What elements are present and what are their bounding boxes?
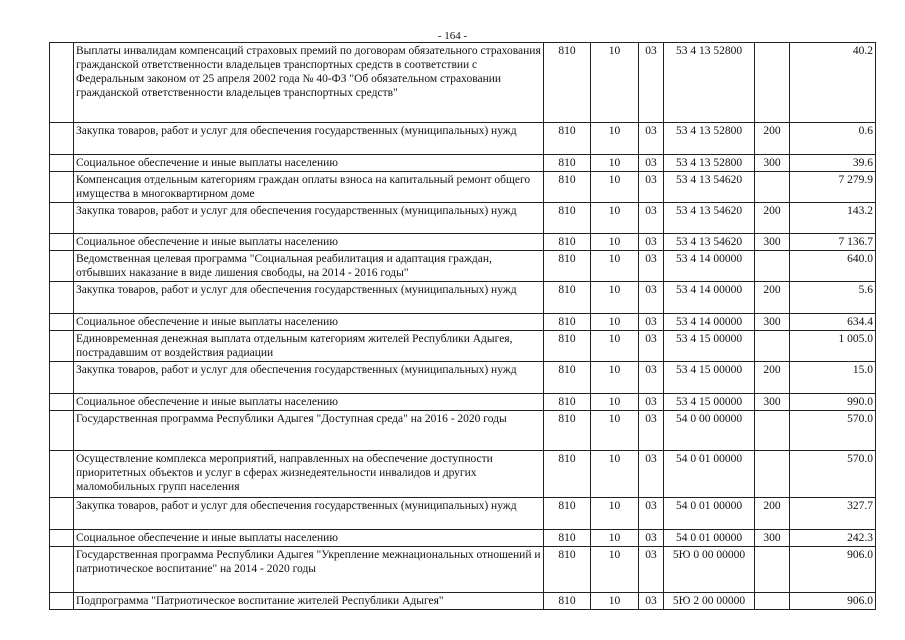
item-name-cell: Государственная программа Республики Адыгея "Доступная среда" на 2016 - 2020 годы [74, 411, 544, 451]
subsection-code-cell: 03 [639, 593, 664, 610]
ministry-code-cell: 810 [544, 314, 591, 331]
item-name-cell: Закупка товаров, работ и услуг для обеспечения государственных (муниципальных) нужд [74, 498, 544, 530]
section-code-cell: 10 [591, 331, 639, 362]
subsection-code-cell: 03 [639, 498, 664, 530]
amount-cell: 5.6 [790, 282, 876, 314]
row-margin-cell [50, 314, 74, 331]
row-margin-cell [50, 411, 74, 451]
table-row [50, 547, 876, 593]
target-article-cell: 5Ю 0 00 00000 [664, 547, 755, 593]
amount-cell: 327.7 [790, 498, 876, 530]
item-name-cell: Закупка товаров, работ и услуг для обеспечения государственных (муниципальных) нужд [74, 282, 544, 314]
row-margin-cell [50, 593, 74, 610]
table-row [50, 394, 876, 411]
subsection-code-cell: 03 [639, 394, 664, 411]
subsection-code-cell: 03 [639, 331, 664, 362]
amount-cell: 990.0 [790, 394, 876, 411]
target-article-cell: 5Ю 2 00 00000 [664, 593, 755, 610]
row-margin-cell [50, 123, 74, 155]
subsection-code-cell: 03 [639, 282, 664, 314]
target-article-cell: 54 0 01 00000 [664, 498, 755, 530]
section-code-cell: 10 [591, 43, 639, 123]
target-article-cell: 53 4 13 52800 [664, 155, 755, 172]
amount-cell: 242.3 [790, 530, 876, 547]
table-row [50, 411, 876, 451]
subsection-code-cell: 03 [639, 43, 664, 123]
item-name-cell: Государственная программа Республики Адыгея "Укрепление межнациональных отношений и патриотическое воспитание" на 2014 - 2020 годы [74, 547, 544, 593]
subsection-code-cell: 03 [639, 411, 664, 451]
row-margin-cell [50, 251, 74, 282]
amount-cell: 570.0 [790, 451, 876, 498]
table-row [50, 251, 876, 282]
table-row [50, 331, 876, 362]
expense-type-cell: 300 [755, 530, 790, 547]
amount-cell: 640.0 [790, 251, 876, 282]
ministry-code-cell: 810 [544, 547, 591, 593]
section-code-cell: 10 [591, 498, 639, 530]
ministry-code-cell: 810 [544, 172, 591, 203]
amount-cell: 906.0 [790, 593, 876, 610]
ministry-code-cell: 810 [544, 411, 591, 451]
target-article-cell: 53 4 15 00000 [664, 362, 755, 394]
table-row [50, 530, 876, 547]
target-article-cell: 53 4 15 00000 [664, 394, 755, 411]
amount-cell: 906.0 [790, 547, 876, 593]
ministry-code-cell: 810 [544, 451, 591, 498]
expense-type-cell [755, 251, 790, 282]
expense-type-cell [755, 547, 790, 593]
table-row [50, 203, 876, 234]
subsection-code-cell: 03 [639, 123, 664, 155]
table-row [50, 451, 876, 498]
section-code-cell: 10 [591, 234, 639, 251]
expense-type-cell [755, 43, 790, 123]
target-article-cell: 54 0 01 00000 [664, 451, 755, 498]
subsection-code-cell: 03 [639, 251, 664, 282]
table-row [50, 282, 876, 314]
expense-type-cell [755, 172, 790, 203]
row-margin-cell [50, 172, 74, 203]
section-code-cell: 10 [591, 362, 639, 394]
expense-type-cell [755, 451, 790, 498]
expense-type-cell: 300 [755, 394, 790, 411]
amount-cell: 143.2 [790, 203, 876, 234]
target-article-cell: 53 4 13 52800 [664, 123, 755, 155]
table-row [50, 43, 876, 123]
item-name-cell: Закупка товаров, работ и услуг для обеспечения государственных (муниципальных) нужд [74, 362, 544, 394]
table-row [50, 155, 876, 172]
target-article-cell: 54 0 00 00000 [664, 411, 755, 451]
ministry-code-cell: 810 [544, 251, 591, 282]
expense-type-cell: 200 [755, 498, 790, 530]
table-row [50, 234, 876, 251]
table-row [50, 362, 876, 394]
subsection-code-cell: 03 [639, 203, 664, 234]
section-code-cell: 10 [591, 314, 639, 331]
section-code-cell: 10 [591, 451, 639, 498]
amount-cell: 0.6 [790, 123, 876, 155]
ministry-code-cell: 810 [544, 123, 591, 155]
item-name-cell: Закупка товаров, работ и услуг для обеспечения государственных (муниципальных) нужд [74, 203, 544, 234]
expense-type-cell: 200 [755, 203, 790, 234]
section-code-cell: 10 [591, 530, 639, 547]
expense-type-cell: 300 [755, 155, 790, 172]
page-number: - 164 - [437, 30, 468, 42]
ministry-code-cell: 810 [544, 331, 591, 362]
amount-cell: 39.6 [790, 155, 876, 172]
ministry-code-cell: 810 [544, 203, 591, 234]
amount-cell: 15.0 [790, 362, 876, 394]
target-article-cell: 53 4 14 00000 [664, 314, 755, 331]
amount-cell: 634.4 [790, 314, 876, 331]
expense-type-cell: 200 [755, 362, 790, 394]
row-margin-cell [50, 155, 74, 172]
item-name-cell: Подпрограмма "Патриотическое воспитание жителей Республики Адыгея" [74, 593, 544, 610]
item-name-cell: Социальное обеспечение и иные выплаты населению [74, 234, 544, 251]
table-row [50, 498, 876, 530]
target-article-cell: 53 4 13 54620 [664, 234, 755, 251]
row-margin-cell [50, 498, 74, 530]
subsection-code-cell: 03 [639, 547, 664, 593]
target-article-cell: 53 4 14 00000 [664, 251, 755, 282]
amount-cell: 7 279.9 [790, 172, 876, 203]
expense-type-cell: 200 [755, 282, 790, 314]
expense-type-cell: 300 [755, 234, 790, 251]
target-article-cell: 53 4 15 00000 [664, 331, 755, 362]
section-code-cell: 10 [591, 155, 639, 172]
item-name-cell: Ведомственная целевая программа "Социальная реабилитация и адаптация граждан, отбывших наказание в виде лишения свободы, на 2014 - 2016 годы" [74, 251, 544, 282]
ministry-code-cell: 810 [544, 593, 591, 610]
amount-cell: 570.0 [790, 411, 876, 451]
section-code-cell: 10 [591, 282, 639, 314]
row-margin-cell [50, 394, 74, 411]
item-name-cell: Выплаты инвалидам компенсаций страховых премий по договорам обязательного страхования гражданской ответственности владельцев транспортных средств в соответствии с Федеральным законом от 25 апреля 2002 года № 40-ФЗ "Об обязательном страховании гражданской ответственности владельцев транспортных средств" [74, 43, 544, 123]
item-name-cell: Компенсация отдельным категориям граждан оплаты взноса на капитальный ремонт общего имущества в многоквартирном доме [74, 172, 544, 203]
amount-cell: 40.2 [790, 43, 876, 123]
ministry-code-cell: 810 [544, 282, 591, 314]
section-code-cell: 10 [591, 394, 639, 411]
subsection-code-cell: 03 [639, 530, 664, 547]
ministry-code-cell: 810 [544, 155, 591, 172]
item-name-cell: Социальное обеспечение и иные выплаты населению [74, 530, 544, 547]
section-code-cell: 10 [591, 203, 639, 234]
ministry-code-cell: 810 [544, 498, 591, 530]
row-margin-cell [50, 234, 74, 251]
row-margin-cell [50, 43, 74, 123]
target-article-cell: 53 4 13 54620 [664, 203, 755, 234]
expense-type-cell [755, 331, 790, 362]
row-margin-cell [50, 547, 74, 593]
section-code-cell: 10 [591, 172, 639, 203]
target-article-cell: 53 4 14 00000 [664, 282, 755, 314]
section-code-cell: 10 [591, 123, 639, 155]
item-name-cell: Социальное обеспечение и иные выплаты населению [74, 314, 544, 331]
subsection-code-cell: 03 [639, 362, 664, 394]
item-name-cell: Социальное обеспечение и иные выплаты населению [74, 155, 544, 172]
expense-type-cell [755, 593, 790, 610]
row-margin-cell [50, 203, 74, 234]
ministry-code-cell: 810 [544, 394, 591, 411]
ministry-code-cell: 810 [544, 43, 591, 123]
target-article-cell: 53 4 13 52800 [664, 43, 755, 123]
ministry-code-cell: 810 [544, 234, 591, 251]
subsection-code-cell: 03 [639, 234, 664, 251]
table-row [50, 314, 876, 331]
row-margin-cell [50, 362, 74, 394]
row-margin-cell [50, 451, 74, 498]
ministry-code-cell: 810 [544, 362, 591, 394]
expense-type-cell: 300 [755, 314, 790, 331]
section-code-cell: 10 [591, 251, 639, 282]
expense-type-cell: 200 [755, 123, 790, 155]
item-name-cell: Осуществление комплекса мероприятий, направленных на обеспечение доступности приоритетных объектов и услуг в сферах жизнедеятельности инвалидов и других маломобильных групп населения [74, 451, 544, 498]
row-margin-cell [50, 530, 74, 547]
item-name-cell: Единовременная денежная выплата отдельным категориям жителей Республики Адыгея, пострадавшим от воздействия радиации [74, 331, 544, 362]
subsection-code-cell: 03 [639, 172, 664, 203]
table-row [50, 123, 876, 155]
section-code-cell: 10 [591, 411, 639, 451]
target-article-cell: 53 4 13 54620 [664, 172, 755, 203]
subsection-code-cell: 03 [639, 155, 664, 172]
budget-table-body [50, 43, 876, 610]
row-margin-cell [50, 331, 74, 362]
target-article-cell: 54 0 01 00000 [664, 530, 755, 547]
subsection-code-cell: 03 [639, 451, 664, 498]
amount-cell: 7 136.7 [790, 234, 876, 251]
amount-cell: 1 005.0 [790, 331, 876, 362]
expense-type-cell [755, 411, 790, 451]
section-code-cell: 10 [591, 593, 639, 610]
table-row [50, 172, 876, 203]
ministry-code-cell: 810 [544, 530, 591, 547]
row-margin-cell [50, 282, 74, 314]
section-code-cell: 10 [591, 547, 639, 593]
subsection-code-cell: 03 [639, 314, 664, 331]
table-row [50, 593, 876, 610]
item-name-cell: Закупка товаров, работ и услуг для обеспечения государственных (муниципальных) нужд [74, 123, 544, 155]
budget-table [49, 42, 876, 610]
item-name-cell: Социальное обеспечение и иные выплаты населению [74, 394, 544, 411]
